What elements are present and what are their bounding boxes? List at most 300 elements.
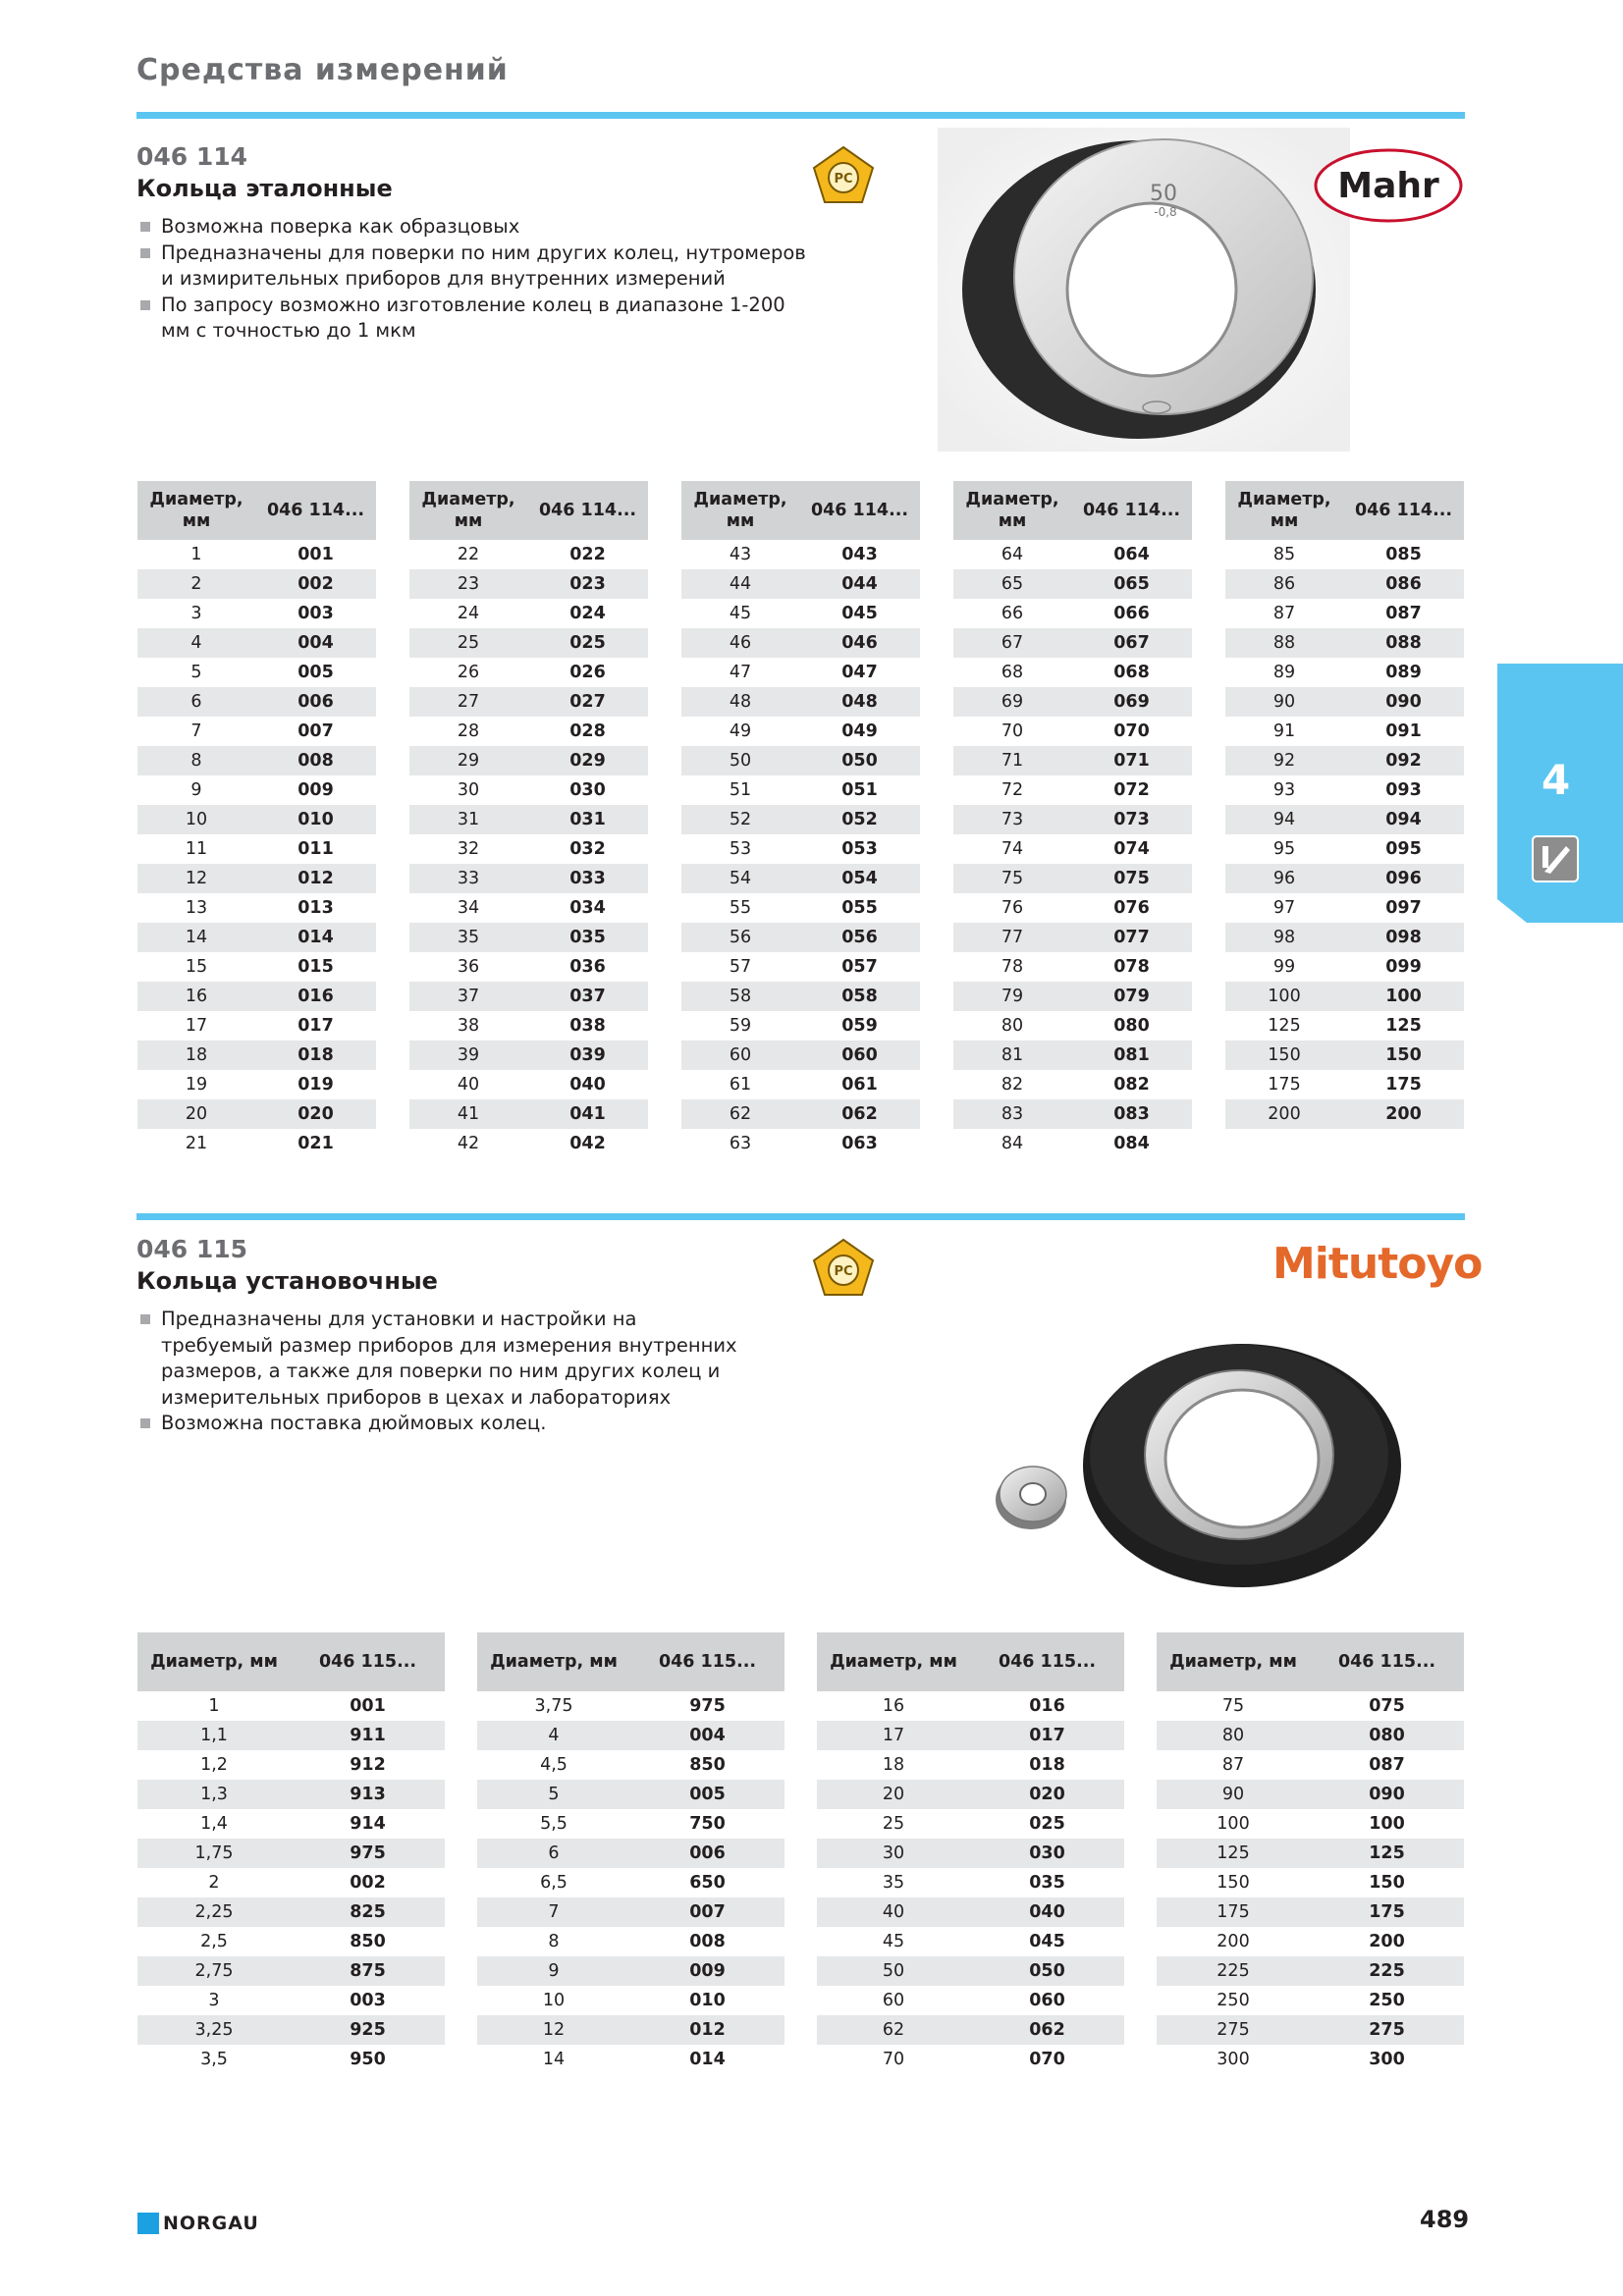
order-code-cell: 085 [1343, 540, 1464, 569]
diameter-cell: 17 [817, 1721, 970, 1750]
table-row [137, 2045, 445, 2074]
table-row [409, 746, 648, 775]
table-row [137, 1011, 376, 1041]
table-row [1157, 1839, 1464, 1868]
table-row [817, 1780, 1124, 1809]
table-row [137, 805, 376, 834]
table-row [1157, 1809, 1464, 1839]
table-header-code: 046 115... [630, 1632, 784, 1691]
table-row [681, 1070, 920, 1099]
order-code-cell: 017 [970, 1721, 1124, 1750]
diameter-cell: 77 [953, 923, 1071, 952]
diameter-cell: 75 [953, 864, 1071, 893]
diameter-cell: 35 [409, 923, 527, 952]
table-row [477, 1986, 784, 2015]
order-code-cell: 006 [255, 687, 376, 717]
diameter-cell: 2,5 [137, 1927, 291, 1956]
order-code-cell: 850 [291, 1927, 445, 1956]
table-row [137, 746, 376, 775]
diameter-cell: 125 [1225, 1011, 1343, 1041]
order-code-cell: 062 [970, 2015, 1124, 2045]
diameter-cell: 62 [817, 2015, 970, 2045]
setting-ring-table-4 [1157, 1632, 1464, 2074]
order-code-cell: 028 [527, 717, 648, 746]
table-row [477, 1721, 784, 1750]
section2-title: Кольца установочные [136, 1267, 438, 1295]
order-code-cell: 150 [1343, 1041, 1464, 1070]
order-code-cell: 023 [527, 569, 648, 599]
diameter-cell: 64 [953, 540, 1071, 569]
table-row [681, 775, 920, 805]
diameter-cell: 150 [1225, 1041, 1343, 1070]
order-code-cell: 030 [527, 775, 648, 805]
diameter-cell: 5 [477, 1780, 630, 1809]
diameter-cell: 2,25 [137, 1897, 291, 1927]
order-code-cell: 015 [255, 952, 376, 982]
order-code-cell: 029 [527, 746, 648, 775]
order-code-cell: 020 [255, 1099, 376, 1129]
table-row [409, 628, 648, 658]
diameter-cell: 11 [137, 834, 255, 864]
diameter-cell: 300 [1157, 2045, 1310, 2074]
diameter-cell: 13 [137, 893, 255, 923]
table-row [817, 1868, 1124, 1897]
order-code-cell: 099 [1343, 952, 1464, 982]
table-header-diameter: Диаметр, мм [137, 481, 255, 540]
diameter-cell: 46 [681, 628, 799, 658]
order-code-cell: 013 [255, 893, 376, 923]
table-row [137, 1721, 445, 1750]
table-row [1225, 805, 1464, 834]
diameter-cell: 78 [953, 952, 1071, 982]
order-code-cell: 096 [1343, 864, 1464, 893]
order-code-cell: 078 [1071, 952, 1192, 982]
diameter-cell: 9 [477, 1956, 630, 1986]
order-code-cell: 075 [1071, 864, 1192, 893]
diameter-cell: 72 [953, 775, 1071, 805]
table-row [817, 2015, 1124, 2045]
order-code-cell: 093 [1343, 775, 1464, 805]
diameter-cell: 16 [817, 1691, 970, 1721]
order-code-cell: 125 [1310, 1839, 1464, 1868]
table-row [1157, 1868, 1464, 1897]
order-code-cell: 010 [255, 805, 376, 834]
order-code-cell: 074 [1071, 834, 1192, 864]
table-row [681, 805, 920, 834]
order-code-cell: 010 [630, 1986, 784, 2015]
order-code-cell: 024 [527, 599, 648, 628]
order-code-cell: 017 [255, 1011, 376, 1041]
diameter-cell: 37 [409, 982, 527, 1011]
norgau-logo-icon [137, 2213, 159, 2234]
diameter-cell: 1 [137, 540, 255, 569]
order-code-cell: 077 [1071, 923, 1192, 952]
order-code-cell: 055 [799, 893, 920, 923]
table-row [409, 1041, 648, 1070]
order-code-cell: 950 [291, 2045, 445, 2074]
ring-tolerance-engraving: -0,8 [1154, 205, 1177, 219]
diameter-cell: 30 [409, 775, 527, 805]
diameter-cell: 175 [1225, 1070, 1343, 1099]
table-row [1225, 569, 1464, 599]
diameter-cell: 200 [1157, 1927, 1310, 1956]
order-code-cell: 060 [970, 1986, 1124, 2015]
table-row [409, 569, 648, 599]
diameter-cell: 125 [1157, 1839, 1310, 1868]
order-code-cell: 022 [527, 540, 648, 569]
order-code-cell: 071 [1071, 746, 1192, 775]
table-row [137, 923, 376, 952]
table-row [1225, 717, 1464, 746]
diameter-cell: 75 [1157, 1691, 1310, 1721]
diameter-cell: 38 [409, 1011, 527, 1041]
table-row [953, 717, 1192, 746]
table-row [681, 1011, 920, 1041]
diameter-cell: 60 [817, 1986, 970, 2015]
diameter-cell: 1,3 [137, 1780, 291, 1809]
diameter-cell: 62 [681, 1099, 799, 1129]
table-row [137, 1927, 445, 1956]
diameter-cell: 6,5 [477, 1868, 630, 1897]
order-code-cell: 054 [799, 864, 920, 893]
diameter-cell: 1,1 [137, 1721, 291, 1750]
diameter-cell: 90 [1225, 687, 1343, 717]
order-code-cell: 038 [527, 1011, 648, 1041]
table-row [137, 1780, 445, 1809]
table-header-code: 046 114... [799, 481, 920, 540]
table-row [817, 1809, 1124, 1839]
order-code-cell: 850 [630, 1750, 784, 1780]
table-header-code: 046 114... [1071, 481, 1192, 540]
diameter-cell: 35 [817, 1868, 970, 1897]
diameter-cell: 42 [409, 1129, 527, 1158]
order-code-cell: 079 [1071, 982, 1192, 1011]
order-code-cell: 048 [799, 687, 920, 717]
order-code-cell: 975 [291, 1839, 445, 1868]
diameter-cell: 32 [409, 834, 527, 864]
diameter-cell: 88 [1225, 628, 1343, 658]
table-row [137, 893, 376, 923]
diameter-cell: 84 [953, 1129, 1071, 1158]
order-code-cell: 011 [255, 834, 376, 864]
table-row [409, 599, 648, 628]
table-row [1225, 1099, 1464, 1129]
diameter-cell: 20 [817, 1780, 970, 1809]
table-row [477, 1868, 784, 1897]
order-code-cell: 035 [970, 1868, 1124, 1897]
order-code-cell: 066 [1071, 599, 1192, 628]
diameter-cell: 39 [409, 1041, 527, 1070]
table-row [953, 1099, 1192, 1129]
table-row [409, 717, 648, 746]
order-code-cell: 200 [1310, 1927, 1464, 1956]
order-code-cell: 175 [1310, 1897, 1464, 1927]
table-row [477, 1780, 784, 1809]
table-row [681, 717, 920, 746]
table-header-diameter: Диаметр, мм [1157, 1632, 1310, 1691]
order-code-cell: 089 [1343, 658, 1464, 687]
order-code-cell: 063 [799, 1129, 920, 1158]
table-row [137, 1041, 376, 1070]
table-row [1225, 775, 1464, 805]
table-row [681, 982, 920, 1011]
diameter-cell: 15 [137, 952, 255, 982]
order-code-cell: 050 [799, 746, 920, 775]
table-row [953, 1129, 1192, 1158]
table-row [137, 687, 376, 717]
order-code-cell: 053 [799, 834, 920, 864]
table-header-code: 046 114... [1343, 481, 1464, 540]
diameter-cell: 49 [681, 717, 799, 746]
diameter-cell: 69 [953, 687, 1071, 717]
order-code-cell: 083 [1071, 1099, 1192, 1129]
table-row [1157, 2045, 1464, 2074]
table-row [1225, 540, 1464, 569]
order-code-cell: 070 [1071, 717, 1192, 746]
diameter-cell: 91 [1225, 717, 1343, 746]
svg-text:PC: PC [834, 172, 853, 187]
order-code-cell: 095 [1343, 834, 1464, 864]
table-row [409, 864, 648, 893]
diameter-cell: 76 [953, 893, 1071, 923]
section-divider [136, 1213, 1465, 1220]
order-code-cell: 925 [291, 2015, 445, 2045]
diameter-cell: 45 [817, 1927, 970, 1956]
section2-code: 046 115 [136, 1235, 248, 1263]
diameter-cell: 2 [137, 1868, 291, 1897]
diameter-cell: 26 [409, 658, 527, 687]
table-row [681, 1099, 920, 1129]
ring-table-1 [137, 481, 376, 1158]
diameter-cell: 65 [953, 569, 1071, 599]
diameter-cell: 29 [409, 746, 527, 775]
table-row [137, 775, 376, 805]
order-code-cell: 052 [799, 805, 920, 834]
order-code-cell: 069 [1071, 687, 1192, 717]
table-row [477, 1809, 784, 1839]
diameter-cell: 3 [137, 1986, 291, 2015]
table-row [817, 1986, 1124, 2015]
table-row [953, 1070, 1192, 1099]
diameter-cell: 87 [1225, 599, 1343, 628]
diameter-cell: 4,5 [477, 1750, 630, 1780]
table-row [137, 834, 376, 864]
diameter-cell: 68 [953, 658, 1071, 687]
diameter-cell: 1,4 [137, 1809, 291, 1839]
diameter-cell: 22 [409, 540, 527, 569]
table-row [681, 923, 920, 952]
order-code-cell: 059 [799, 1011, 920, 1041]
order-code-cell: 031 [527, 805, 648, 834]
diameter-cell: 225 [1157, 1956, 1310, 1986]
diameter-cell: 59 [681, 1011, 799, 1041]
order-code-cell: 068 [1071, 658, 1192, 687]
table-row [681, 540, 920, 569]
order-code-cell: 825 [291, 1897, 445, 1927]
table-row [1225, 923, 1464, 952]
table-row [137, 952, 376, 982]
order-code-cell: 081 [1071, 1041, 1192, 1070]
order-code-cell: 058 [799, 982, 920, 1011]
diameter-cell: 51 [681, 775, 799, 805]
diameter-cell: 7 [137, 717, 255, 746]
table-row [137, 1986, 445, 2015]
diameter-cell: 95 [1225, 834, 1343, 864]
diameter-cell: 34 [409, 893, 527, 923]
diameter-cell: 12 [477, 2015, 630, 2045]
order-code-cell: 050 [970, 1956, 1124, 1986]
table-row [1157, 1691, 1464, 1721]
diameter-cell: 44 [681, 569, 799, 599]
order-code-cell: 175 [1343, 1070, 1464, 1099]
table-row [1225, 834, 1464, 864]
table-row [1225, 1070, 1464, 1099]
order-code-cell: 045 [970, 1927, 1124, 1956]
table-row [477, 1750, 784, 1780]
table-row [137, 1750, 445, 1780]
diameter-cell: 87 [1157, 1750, 1310, 1780]
order-code-cell: 049 [799, 717, 920, 746]
order-code-cell: 012 [630, 2015, 784, 2045]
order-code-cell: 001 [291, 1691, 445, 1721]
diameter-cell: 83 [953, 1099, 1071, 1129]
footer-brand: NORGAU [163, 2213, 259, 2234]
diameter-cell: 43 [681, 540, 799, 569]
diameter-cell: 17 [137, 1011, 255, 1041]
diameter-cell: 71 [953, 746, 1071, 775]
table-header-diameter: Диаметр, мм [137, 1632, 291, 1691]
diameter-cell: 36 [409, 952, 527, 982]
table-row [953, 864, 1192, 893]
order-code-cell: 007 [255, 717, 376, 746]
diameter-cell: 55 [681, 893, 799, 923]
order-code-cell: 090 [1310, 1780, 1464, 1809]
ring-size-engraving: 50 [1150, 182, 1177, 206]
order-code-cell: 750 [630, 1809, 784, 1839]
order-code-cell: 088 [1343, 628, 1464, 658]
order-code-cell: 047 [799, 658, 920, 687]
order-code-cell: 025 [970, 1809, 1124, 1839]
diameter-cell: 66 [953, 599, 1071, 628]
bullet-item: По запросу возможно изготовление колец в диапазоне 1-200 мм с точностью до 1 мкм [138, 293, 806, 345]
diameter-cell: 1,2 [137, 1750, 291, 1780]
order-code-cell: 086 [1343, 569, 1464, 599]
table-row [953, 952, 1192, 982]
table-header-code: 046 115... [970, 1632, 1124, 1691]
table-row [409, 658, 648, 687]
order-code-cell: 008 [630, 1927, 784, 1956]
diameter-cell: 16 [137, 982, 255, 1011]
order-code-cell: 004 [630, 1721, 784, 1750]
table-row [409, 687, 648, 717]
order-code-cell: 914 [291, 1809, 445, 1839]
table-row [953, 893, 1192, 923]
table-row [1225, 599, 1464, 628]
order-code-cell: 092 [1343, 746, 1464, 775]
diameter-cell: 97 [1225, 893, 1343, 923]
diameter-cell: 80 [1157, 1721, 1310, 1750]
table-row [1225, 1041, 1464, 1070]
diameter-cell: 250 [1157, 1986, 1310, 2015]
order-code-cell: 005 [255, 658, 376, 687]
order-code-cell: 912 [291, 1750, 445, 1780]
order-code-cell: 007 [630, 1897, 784, 1927]
order-code-cell: 004 [255, 628, 376, 658]
table-row [953, 775, 1192, 805]
order-code-cell: 016 [970, 1691, 1124, 1721]
table-row [817, 1691, 1124, 1721]
diameter-cell: 63 [681, 1129, 799, 1158]
table-row [953, 628, 1192, 658]
table-row [953, 834, 1192, 864]
diameter-cell: 18 [817, 1750, 970, 1780]
diameter-cell: 92 [1225, 746, 1343, 775]
table-row [477, 1897, 784, 1927]
diameter-cell: 48 [681, 687, 799, 717]
table-row [137, 864, 376, 893]
table-row [1225, 893, 1464, 923]
diameter-cell: 14 [477, 2045, 630, 2074]
diameter-cell: 70 [953, 717, 1071, 746]
order-code-cell: 002 [255, 569, 376, 599]
diameter-cell: 33 [409, 864, 527, 893]
table-row [1225, 658, 1464, 687]
order-code-cell: 018 [255, 1041, 376, 1070]
table-row [409, 952, 648, 982]
table-row [1225, 952, 1464, 982]
order-code-cell: 027 [527, 687, 648, 717]
table-row [409, 893, 648, 923]
table-row [137, 1099, 376, 1129]
table-row [681, 628, 920, 658]
diameter-cell: 40 [409, 1070, 527, 1099]
order-code-cell: 039 [527, 1041, 648, 1070]
diameter-cell: 10 [477, 1986, 630, 2015]
order-code-cell: 082 [1071, 1070, 1192, 1099]
mahr-logo [1313, 147, 1464, 224]
table-row [409, 1129, 648, 1158]
diameter-cell: 89 [1225, 658, 1343, 687]
table-row [137, 1868, 445, 1897]
order-code-cell: 065 [1071, 569, 1192, 599]
diameter-cell: 54 [681, 864, 799, 893]
order-code-cell: 098 [1343, 923, 1464, 952]
table-header-diameter: Диаметр, мм [477, 1632, 630, 1691]
order-code-cell: 875 [291, 1956, 445, 1986]
order-code-cell: 072 [1071, 775, 1192, 805]
table-row [681, 569, 920, 599]
ring-table-3 [681, 481, 920, 1158]
table-row [477, 1956, 784, 1986]
mitutoyo-logo: Mitutoyo [1272, 1239, 1483, 1289]
table-row [817, 1897, 1124, 1927]
order-code-cell: 014 [255, 923, 376, 952]
order-code-cell: 064 [1071, 540, 1192, 569]
table-row [953, 982, 1192, 1011]
table-row [409, 805, 648, 834]
diameter-cell: 27 [409, 687, 527, 717]
table-row [477, 1927, 784, 1956]
order-code-cell: 043 [799, 540, 920, 569]
order-code-cell: 125 [1343, 1011, 1464, 1041]
diameter-cell: 9 [137, 775, 255, 805]
section2-bullets [138, 1307, 742, 1437]
diameter-cell: 2,75 [137, 1956, 291, 1986]
table-row [1157, 2015, 1464, 2045]
table-header-diameter: Диаметр, мм [681, 481, 799, 540]
table-row [409, 923, 648, 952]
diameter-cell: 150 [1157, 1868, 1310, 1897]
